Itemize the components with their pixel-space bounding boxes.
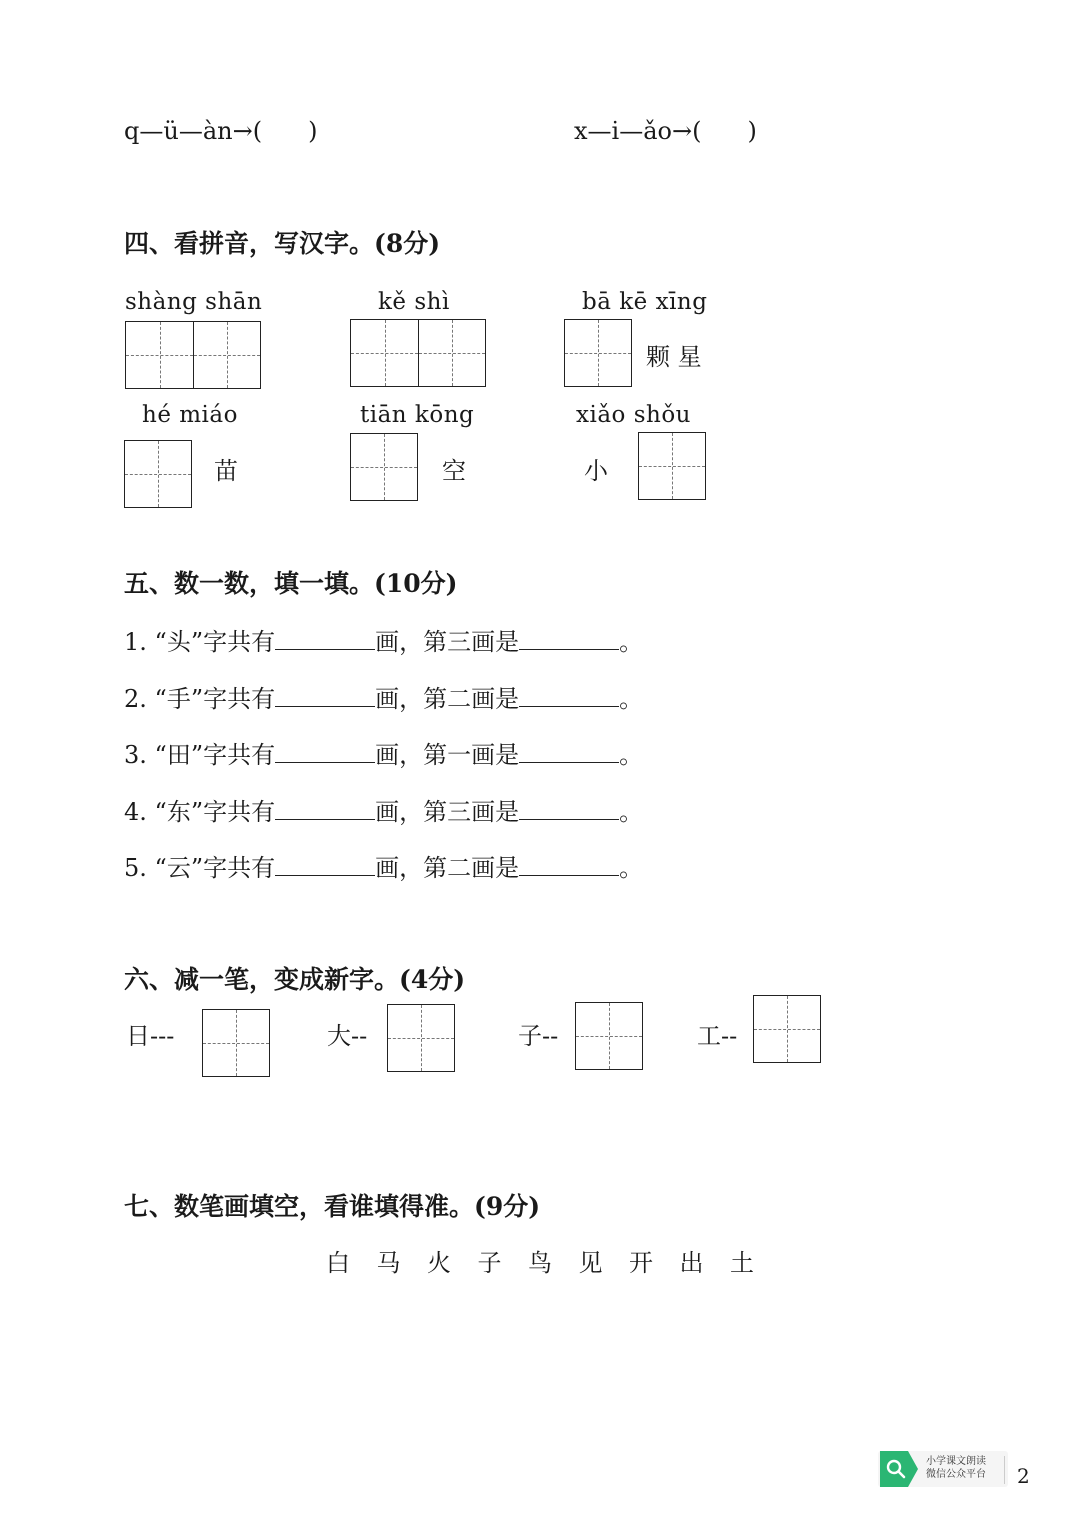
question-number: 2. — [124, 685, 147, 713]
section7-title: 七、数笔画填空，看谁填得准。(9分) — [124, 1192, 541, 1221]
spelling-close-paren: ) — [747, 117, 757, 145]
source-character: 日--- — [126, 1022, 175, 1050]
stroke-question — [124, 740, 643, 769]
writing-box[interactable] — [350, 433, 418, 501]
target-character: “云” — [154, 854, 204, 882]
given-characters: 颗 星 — [646, 343, 702, 371]
answer-blank[interactable] — [519, 627, 619, 650]
pinyin-label: kě shì — [378, 289, 450, 315]
given-character: 小 — [584, 457, 608, 485]
section4-title: 四、看拼音，写汉字。(8分) — [124, 229, 441, 258]
character: 土 — [730, 1249, 754, 1277]
source-character: 大-- — [327, 1022, 368, 1050]
spelling-expression: x—i—ǎo→( — [574, 117, 702, 145]
answer-blank[interactable] — [275, 684, 375, 707]
spelling-item-2 — [574, 117, 757, 145]
answer-blank[interactable] — [275, 853, 375, 876]
question-text: 画，第二画是 — [375, 685, 520, 713]
writing-box[interactable] — [638, 432, 706, 500]
logo-line-1: 小学课文朗读 — [926, 1456, 986, 1467]
question-text: 字共有 — [203, 628, 276, 656]
pinyin-label: shàng shān — [125, 289, 263, 315]
stroke-question — [124, 684, 643, 713]
character: 出 — [679, 1249, 704, 1277]
question-text: 字共有 — [203, 798, 276, 826]
writing-box[interactable] — [202, 1009, 270, 1077]
pinyin-label: bā kē xīng — [582, 289, 708, 315]
answer-blank[interactable] — [275, 740, 375, 763]
question-number: 5. — [124, 854, 147, 882]
target-character: “手” — [154, 685, 204, 713]
answer-blank[interactable] — [519, 853, 619, 876]
writing-box[interactable] — [564, 319, 632, 387]
section5-title: 五、数一数，填一填。(10分) — [124, 569, 458, 598]
target-character: “东” — [154, 798, 204, 826]
writing-box[interactable] — [125, 321, 193, 389]
writing-box[interactable] — [575, 1002, 643, 1070]
spelling-item-1 — [124, 117, 317, 145]
question-text: 字共有 — [203, 685, 276, 713]
character: 子 — [477, 1249, 502, 1277]
question-text: 画，第三画是 — [375, 798, 520, 826]
pinyin-label: tiān kōng — [360, 402, 475, 428]
footer-divider — [1004, 1456, 1005, 1484]
stroke-question — [124, 797, 643, 826]
writing-box[interactable] — [350, 319, 418, 387]
writing-box[interactable] — [193, 321, 261, 389]
character: 白 — [326, 1249, 350, 1277]
target-character: “头” — [154, 628, 204, 656]
character: 火 — [427, 1249, 451, 1277]
spelling-close-paren: ) — [308, 117, 318, 145]
question-end: 。 — [619, 854, 644, 882]
pinyin-label: hé miáo — [142, 402, 238, 428]
character: 马 — [376, 1249, 401, 1277]
question-number: 3. — [124, 741, 147, 769]
target-character: “田” — [154, 741, 204, 769]
character-list — [326, 1249, 781, 1277]
source-character: 工-- — [697, 1022, 738, 1050]
stroke-question — [124, 627, 643, 656]
source-character: 子-- — [518, 1022, 559, 1050]
question-end: 。 — [619, 628, 644, 656]
character: 开 — [629, 1249, 653, 1277]
question-end: 。 — [619, 685, 644, 713]
character: 鸟 — [528, 1249, 552, 1277]
section6-title: 六、减一笔，变成新字。(4分) — [124, 965, 466, 994]
logo-line-2: 微信公众平台 — [926, 1469, 986, 1480]
answer-blank[interactable] — [519, 740, 619, 763]
question-text: 画，第三画是 — [375, 628, 520, 656]
stroke-question — [124, 853, 643, 882]
writing-box[interactable] — [418, 319, 486, 387]
writing-box[interactable] — [387, 1004, 455, 1072]
given-character: 苗 — [214, 457, 238, 485]
spelling-expression: q—ü—àn→( — [124, 117, 263, 145]
writing-box[interactable] — [124, 440, 192, 508]
question-text: 字共有 — [203, 854, 276, 882]
character: 见 — [578, 1249, 603, 1277]
watermark-logo — [878, 1451, 1008, 1487]
given-character: 空 — [442, 457, 466, 485]
page-number: 2 — [1017, 1464, 1030, 1488]
search-icon — [878, 1451, 918, 1487]
question-text: 画，第一画是 — [375, 741, 520, 769]
question-text: 字共有 — [203, 741, 276, 769]
answer-blank[interactable] — [275, 797, 375, 820]
question-text: 画，第二画是 — [375, 854, 520, 882]
answer-blank[interactable] — [519, 684, 619, 707]
answer-blank[interactable] — [519, 797, 619, 820]
writing-box[interactable] — [753, 995, 821, 1063]
question-end: 。 — [619, 798, 644, 826]
question-number: 4. — [124, 798, 147, 826]
pinyin-label: xiǎo shǒu — [576, 402, 691, 428]
question-end: 。 — [619, 741, 644, 769]
question-number: 1. — [124, 628, 147, 656]
answer-blank[interactable] — [275, 627, 375, 650]
